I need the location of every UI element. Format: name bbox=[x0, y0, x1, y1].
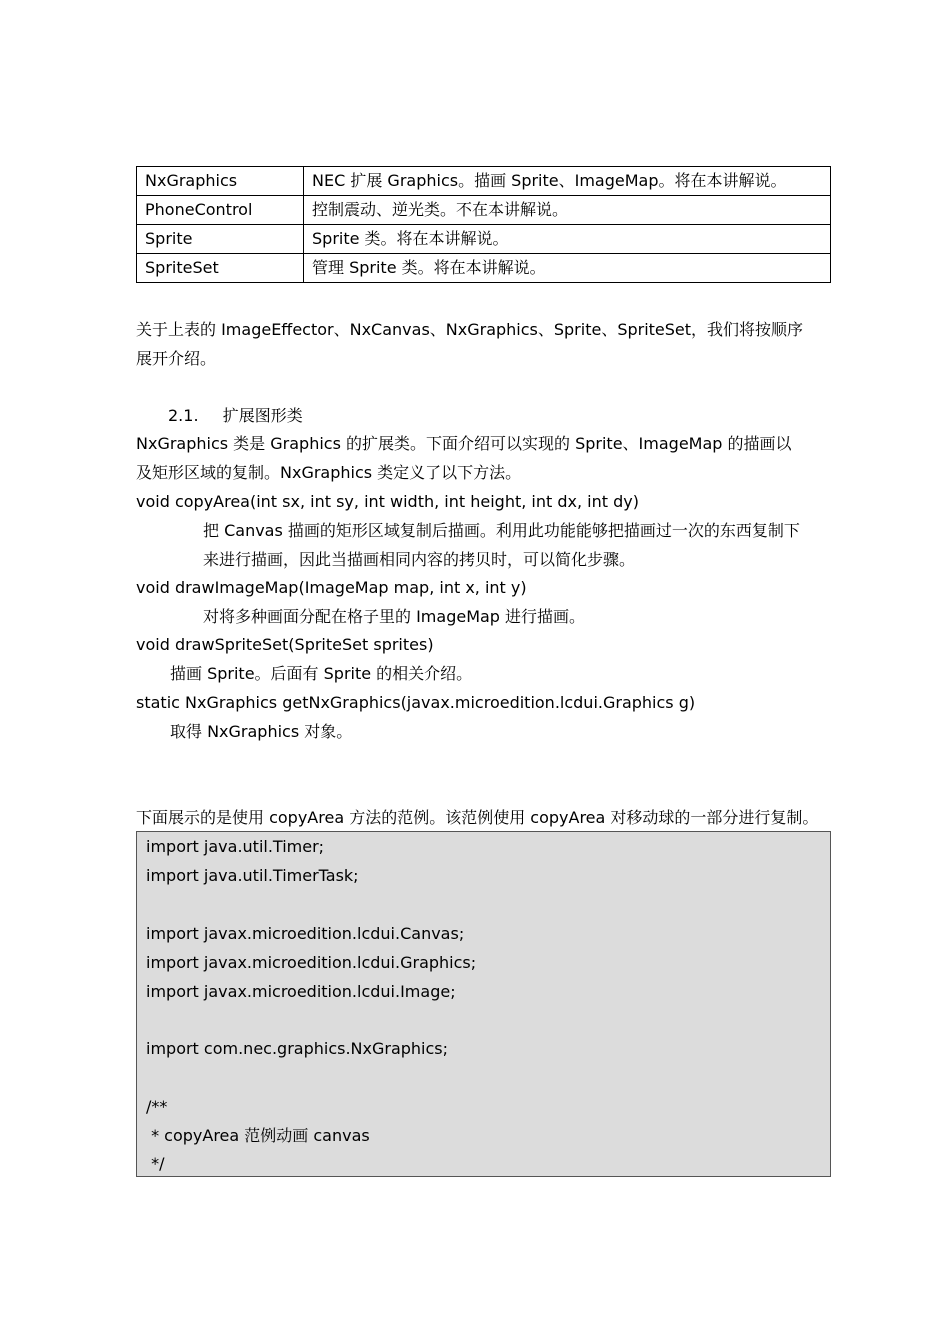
table-row bbox=[137, 196, 831, 225]
code-block bbox=[136, 831, 831, 1177]
method-desc: 把 Canvas 描画的矩形区域复制后描画。利用此功能能够把描画过一次的东西复制下 bbox=[203, 521, 800, 540]
section-desc-line: NxGraphics 类是 Graphics 的扩展类。下面介绍可以实现的 Sprite、ImageMap 的描画以 bbox=[136, 434, 792, 453]
method-desc: 对将多种画面分配在格子里的 ImageMap 进行描画。 bbox=[203, 607, 586, 626]
section-title: 扩展图形类 bbox=[222, 406, 303, 425]
table-row bbox=[137, 167, 831, 196]
section-heading bbox=[168, 401, 303, 430]
code-line: import java.util.TimerTask; bbox=[146, 866, 359, 885]
code-line: /** bbox=[146, 1097, 168, 1116]
class-name-cell: NxGraphics bbox=[137, 167, 304, 196]
code-line: */ bbox=[146, 1154, 165, 1173]
code-line: import com.nec.graphics.NxGraphics; bbox=[146, 1039, 449, 1058]
table-row bbox=[137, 225, 831, 254]
api-table bbox=[136, 166, 831, 283]
method-signature: static NxGraphics getNxGraphics(javax.microedition.lcdui.Graphics g) bbox=[136, 693, 696, 712]
code-line: import javax.microedition.lcdui.Graphics; bbox=[146, 953, 477, 972]
method-desc: 描画 Sprite。后面有 Sprite 的相关介绍。 bbox=[170, 664, 473, 683]
table-row bbox=[137, 254, 831, 283]
intro-line: 关于上表的 ImageEffector、NxCanvas、NxGraphics、Sprite、SpriteSet，我们将按顺序 bbox=[136, 320, 804, 339]
code-line: import javax.microedition.lcdui.Image; bbox=[146, 982, 456, 1001]
code-line: * copyArea 范例动画 canvas bbox=[146, 1126, 370, 1145]
code-line: import java.util.Timer; bbox=[146, 837, 325, 856]
section-number: 2.1. bbox=[168, 406, 199, 425]
class-name-cell: SpriteSet bbox=[137, 254, 304, 283]
class-desc-cell: 管理 Sprite 类。将在本讲解说。 bbox=[304, 254, 831, 283]
example-intro: 下面展示的是使用 copyArea 方法的范例。该范例使用 copyArea 对移动球的一部分进行复制。 bbox=[136, 808, 819, 827]
class-desc-cell: Sprite 类。将在本讲解说。 bbox=[304, 225, 831, 254]
class-name-cell: PhoneControl bbox=[137, 196, 304, 225]
method-signature: void copyArea(int sx, int sy, int width, int height, int dx, int dy) bbox=[136, 492, 639, 511]
section-desc-line: 及矩形区域的复制。NxGraphics 类定义了以下方法。 bbox=[136, 463, 522, 482]
class-desc-cell: 控制震动、逆光类。不在本讲解说。 bbox=[304, 196, 831, 225]
class-desc-cell: NEC 扩展 Graphics。描画 Sprite、ImageMap。将在本讲解说。 bbox=[304, 167, 831, 196]
class-name-cell: Sprite bbox=[137, 225, 304, 254]
method-desc: 取得 NxGraphics 对象。 bbox=[170, 722, 353, 741]
method-signature: void drawImageMap(ImageMap map, int x, int y) bbox=[136, 578, 527, 597]
code-line: import javax.microedition.lcdui.Canvas; bbox=[146, 924, 465, 943]
method-desc: 来进行描画，因此当描画相同内容的拷贝时，可以简化步骤。 bbox=[203, 550, 636, 569]
method-signature: void drawSpriteSet(SpriteSet sprites) bbox=[136, 635, 434, 654]
intro-line: 展开介绍。 bbox=[136, 349, 217, 368]
